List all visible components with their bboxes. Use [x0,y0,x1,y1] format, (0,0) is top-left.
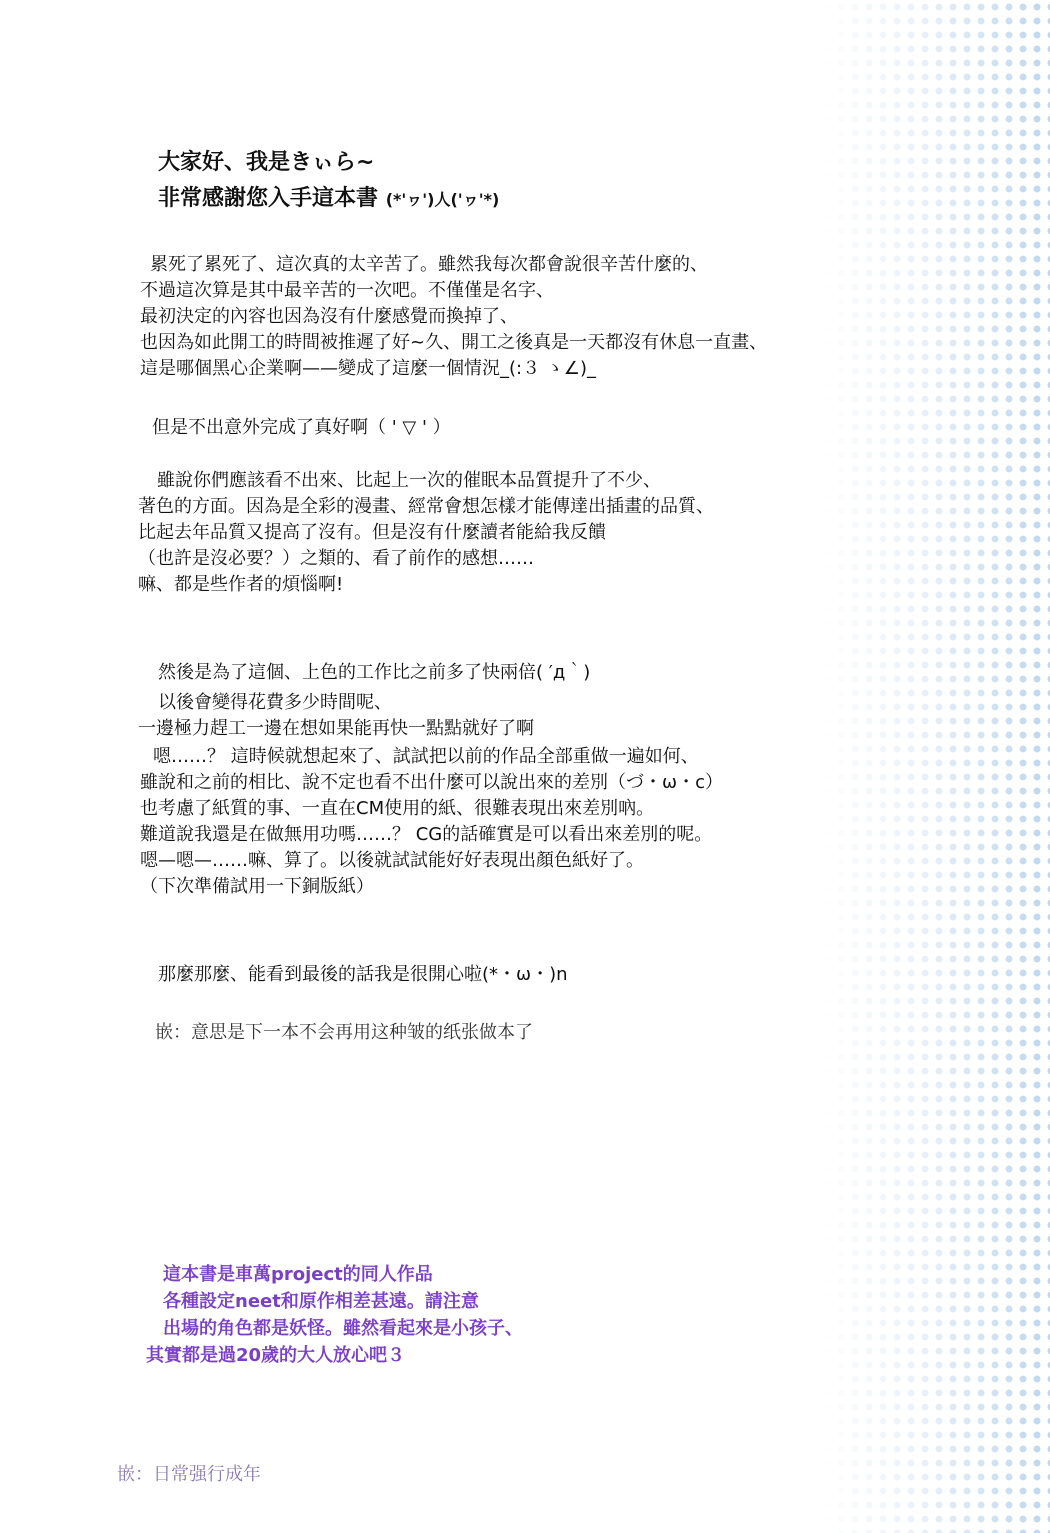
paragraph-2: 但是不出意外完成了真好啊（ ' ▽ ' ） [152,417,451,438]
paragraph-1-line: 不過這次算是其中最辛苦的一次吧。不僅僅是名字、 [140,280,554,301]
paragraph-3-line: （也許是沒必要？）之類的、看了前作的感想…… [138,548,534,569]
paragraph-1-line: 累死了累死了、這次真的太辛苦了。雖然我每次都會說很辛苦什麼的、 [150,254,708,275]
paragraph-3-line: 嘛、都是些作者的煩惱啊! [138,574,344,595]
paragraph-1-line: 也因為如此開工的時間被推遲了好~久、開工之後真是一天都沒有休息一直畫、 [140,332,768,353]
heading-line-1: 大家好、我是きぃら~ [158,150,375,175]
paragraph-4-line: 嗯……？ 這時候就想起來了、試試把以前的作品全部重做一遍如何、 [153,746,699,767]
paragraph-4-line: 一邊極力趕工一邊在想如果能再快一點點就好了啊 [138,718,534,739]
translator-note: 嵌：意思是下一本不会再用这种皱的纸张做本了 [155,1022,533,1043]
paragraph-1-line: 這是哪個黑心企業啊——變成了這麼一個情況_(:３ ゝ∠)_ [140,358,596,379]
paragraph-3-line: 比起去年品質又提高了沒有。但是沒有什麼讀者能給我反饋 [138,522,606,543]
notice-line: 出場的角色都是妖怪。雖然看起來是小孩子、 [163,1318,523,1339]
halftone-dot-border [820,0,1050,1533]
notice-line: 其實都是過20歲的大人放心吧３ [146,1345,406,1366]
heading-line-2-text: 非常感謝您入手這本書 [158,186,379,211]
paragraph-4-line: 難道說我還是在做無用功嗎……？ CG的話確實是可以看出來差別的呢。 [140,824,713,845]
notice-line: 各種設定neet和原作相差甚遠。請注意 [163,1291,479,1312]
paragraph-4-line: 以後會變得花費多少時間呢、 [158,692,392,713]
heading-line-2 [158,181,499,212]
notice-line: 這本書是車萬project的同人作品 [163,1264,433,1285]
paragraph-4-line: （下次準備試用一下銅版紙） [140,876,374,897]
footer-note: 嵌：日常强行成年 [117,1464,261,1485]
heading-emote: (*'ヮ')人('ヮ'*) [385,190,500,209]
paragraph-3-line: 著色的方面。因為是全彩的漫畫、經常會想怎樣才能傳達出插畫的品質、 [138,496,714,517]
paragraph-4-line: 嗯—嗯—……嘛、算了。以後就試試能好好表現出顏色紙好了。 [140,850,644,871]
paragraph-4-line: 然後是為了這個、上色的工作比之前多了快兩倍( ′д｀) [158,662,591,683]
paragraph-4-line: 雖說和之前的相比、說不定也看不出什麼可以說出來的差別（づ・ω・c） [140,772,723,793]
paragraph-1-line: 最初決定的內容也因為沒有什麼感覺而換掉了、 [140,306,518,327]
paragraph-5: 那麼那麼、能看到最後的話我是很開心啦(*・ω・)n [158,964,568,985]
paragraph-3-line: 雖說你們應該看不出來、比起上一次的催眠本品質提升了不少、 [157,470,661,491]
paragraph-4-line: 也考慮了紙質的事、一直在CM使用的紙、很難表現出來差別吶。 [140,798,655,819]
